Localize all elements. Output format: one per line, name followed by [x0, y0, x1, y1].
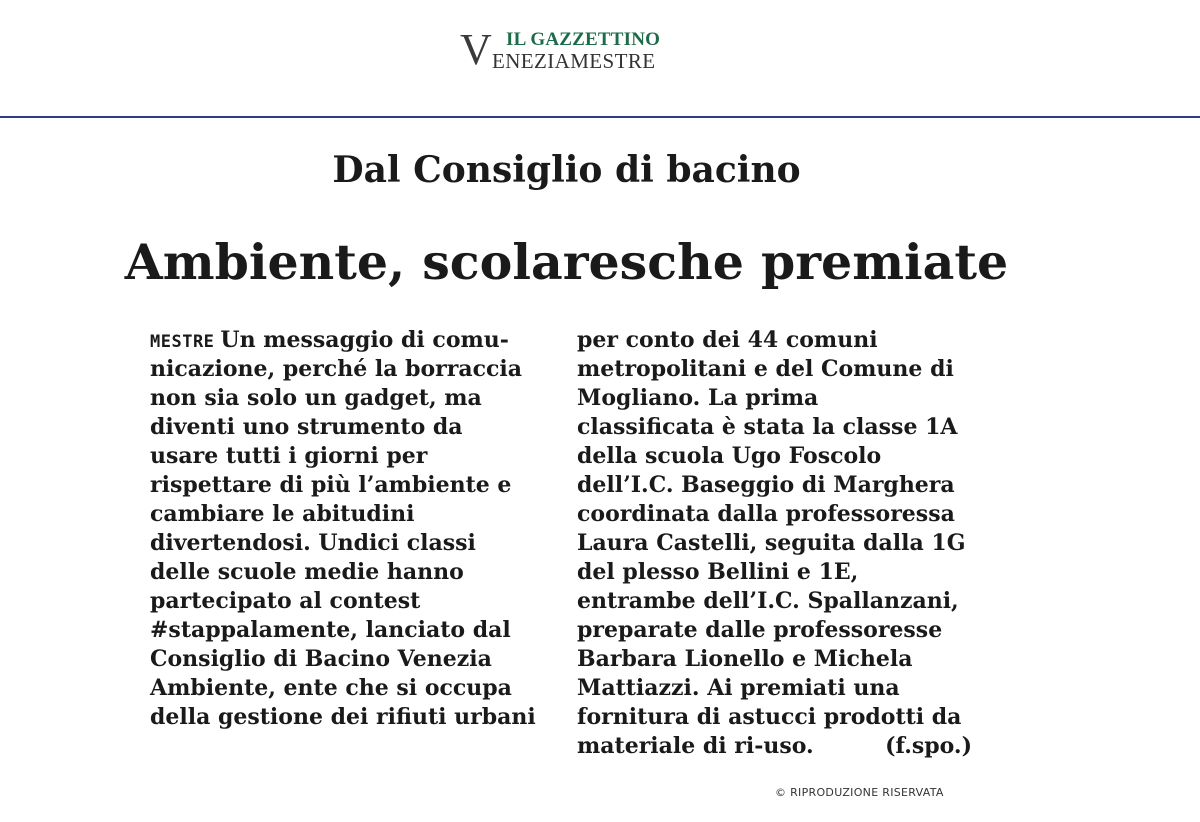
- newspaper-logo: [460, 25, 700, 76]
- body-line: delle scuole medie hanno: [150, 559, 464, 585]
- body-line: della scuola Ugo Foscolo: [577, 443, 882, 469]
- body-line: divertendosi. Undici classi: [150, 530, 476, 556]
- body-line: Consiglio di Bacino Venezia: [150, 646, 492, 672]
- body-line: metropolitani e del Comune di: [577, 356, 954, 382]
- body-line: non sia solo un gadget, ma: [150, 385, 482, 411]
- body-line-last: [577, 732, 972, 761]
- body-line: Ambiente, ente che si occupa: [150, 675, 512, 701]
- body-line-text: materiale di ri-uso.: [577, 733, 814, 759]
- body-line: nicazione, perché la borraccia: [150, 356, 523, 382]
- body-line: per conto dei 44 comuni: [577, 327, 878, 353]
- author-signature: (f.spo.): [885, 733, 972, 759]
- copyright-notice: © RIPRODUZIONE RISERVATA: [775, 786, 944, 799]
- body-line: Mogliano. La prima: [577, 385, 819, 411]
- body-line: Mattiazzi. Ai premiati una: [577, 675, 900, 701]
- article-headline: Ambiente, scolaresche premiate: [124, 233, 1009, 291]
- body-line: Laura Castelli, seguita dalla 1G: [577, 530, 966, 556]
- article-kicker: Dal Consiglio di bacino: [332, 149, 801, 191]
- body-line: del plesso Bellini e 1E,: [577, 559, 859, 585]
- logo-title: IL GAZZETTINO: [506, 29, 661, 50]
- body-line: diventi uno strumento da: [150, 414, 463, 440]
- body-line-text: Un messaggio di comu-: [220, 327, 509, 353]
- body-line: entrambe dell’I.C. Spallanzani,: [577, 588, 959, 614]
- body-line: classificata è stata la classe 1A: [577, 414, 958, 440]
- body-line: dell’I.C. Baseggio di Marghera: [577, 472, 955, 498]
- masthead: [0, 0, 1200, 116]
- body-line: #stappalamente, lanciato dal: [150, 617, 511, 643]
- body-line: usare tutti i giorni per: [150, 443, 428, 469]
- body-line: della gestione dei rifiuti urbani: [150, 704, 536, 730]
- body-line: partecipato al contest: [150, 588, 421, 614]
- body-line: rispettare di più l’ambiente e: [150, 472, 512, 498]
- body-line: Barbara Lionello e Michela: [577, 646, 913, 672]
- logo-edition: ENEZIAMESTRE: [492, 49, 656, 73]
- article-column-right: [577, 326, 972, 761]
- article-column-left: [150, 326, 545, 732]
- masthead-divider: [0, 116, 1200, 118]
- body-line: cambiare le abitudini: [150, 501, 415, 527]
- logo-initial: V: [460, 25, 492, 74]
- body-line: preparate dalle professoresse: [577, 617, 943, 643]
- article-dateline: MESTRE: [150, 332, 215, 352]
- body-line: fornitura di astucci prodotti da: [577, 704, 962, 730]
- body-line: coordinata dalla professoressa: [577, 501, 955, 527]
- body-line-first: [150, 326, 545, 355]
